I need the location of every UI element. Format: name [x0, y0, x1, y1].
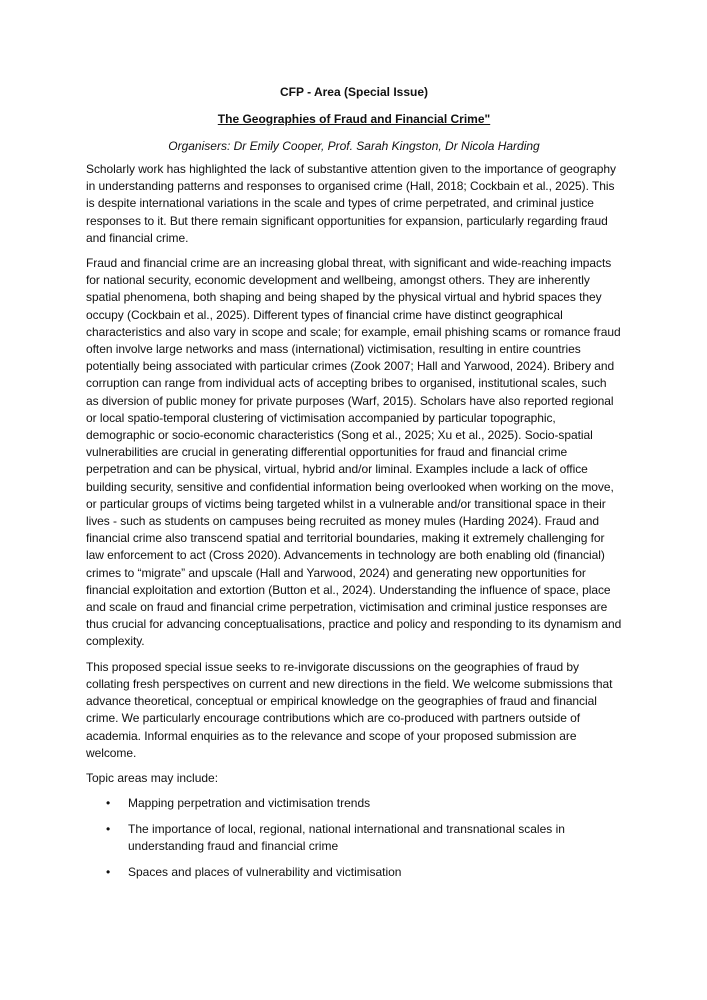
topic-item: [86, 821, 622, 855]
paragraph-intro: Scholarly work has highlighted the lack of substantive attention given to the importance of geography in understanding patterns and responses to organised crime (Hall, 2018; Cockbain et al., 2025). This is despite international variations in the scale and types of crime perpetrated, and criminal justice responses to it. But there remain significant opportunities for expansion, particularly regarding fraud and financial crime.: [86, 162, 616, 245]
document-title: CFP - Area (Special Issue): [279, 85, 429, 99]
organisers-line: Organisers: Dr Emily Cooper, Prof. Sarah Kingston, Dr Nicola Harding: [168, 139, 540, 153]
topic-item: [86, 795, 622, 812]
paragraph-call: This proposed special issue seeks to re-invigorate discussions on the geographies of fraud by collating fresh perspectives on current and new directions in the field. We welcome submissions that advance theoretical, conceptual or empirical knowledge on the geographies of fraud and financial crime. We particularly encourage contributions which are co-produced with partners outside of academia. Informal enquiries as to the relevance and scope of your proposed submission are welcome.: [86, 659, 613, 760]
topic-text: Spaces and places of vulnerability and victimisation: [128, 864, 402, 879]
topics-intro: Topic areas may include:: [86, 770, 219, 785]
paragraph-context: Fraud and financial crime are an increasing global threat, with significant and wide-reaching impacts for national security, economic development and wellbeing, amongst others. They are inherently spatial phenomena, both shaping and being shaped by the physical virtual and hybrid spaces they occupy (Cockbain et al., 2025). Different types of financial crime have distinct geographical characteristics and also vary in scope and scale; for example, email phishing scams or romance fraud often involve large networks and mass (international) victimisation, resulting in entire countries potentially being associated with particular crimes (Zook 2007; Hall and Yarwood, 2024). Bribery and corruption can range from individual acts of accepting bribes to organised, institutional scales, such as diversion of public money for private purposes (Warf, 2015). Scholars have also reported regional or local spatio-temporal clustering of victimisation accompanied by particular topographic, demographic or socio-economic characteristics (Song et al., 2025; Xu et al., 2025). Socio-spatial vulnerabilities are crucial in generating differential opportunities for fraud and financial crime perpetration and can be physical, virtual, hybrid and/or liminal. Examples include a lack of office building security, sensitive and confidential information being overlooked when working on the move, or particular groups of victims being targeted whilst in a vulnerable and/or transitional space in their lives - such as students on campuses being recruited as money mules (Harding 2024). Fraud and financial crime also transcend spatial and territorial boundaries, making it extremely challenging for law enforcement to act (Cross 2020). Advancements in technology are both enabling old (financial) crimes to “migrate” and upscale (Hall and Yarwood, 2024) and generating new opportunities for financial exploitation and extortion (Button et al., 2024). Understanding the influence of space, place and scale on fraud and financial crime perpetration, victimisation and criminal justice responses are thus crucial for advancing conceptualisations, practice and policy and responding to its dynamism and complexity.: [86, 256, 622, 649]
bullet-icon: •: [106, 821, 111, 836]
topic-list: [86, 795, 622, 881]
document-page: [86, 84, 622, 890]
bullet-icon: •: [106, 795, 111, 810]
topic-text: Mapping perpetration and victimisation trends: [128, 795, 371, 810]
special-issue-title: The Geographies of Fraud and Financial Crime": [217, 112, 491, 126]
bullet-icon: •: [106, 864, 111, 879]
topic-text: The importance of local, regional, national international and transnational scales in understanding fraud and financial crime: [128, 821, 565, 853]
topic-item: [86, 864, 622, 881]
